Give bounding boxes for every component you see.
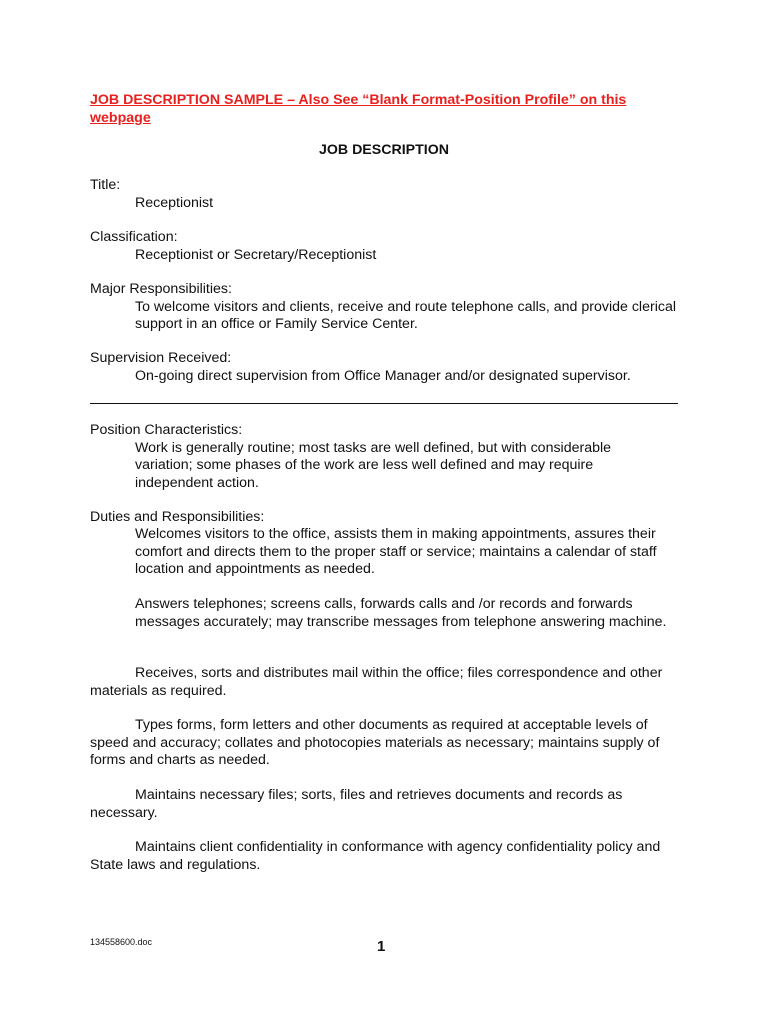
- title-label: Title:: [90, 177, 121, 193]
- characteristics-value: Work is generally routine; most tasks are well defined, but with considerable variation; some phases of the work are less well defined and may require independent action.: [135, 439, 612, 491]
- sample-header-link[interactable]: JOB DESCRIPTION SAMPLE – Also See “Blank Format-Position Profile” on this webpage: [90, 92, 627, 126]
- supervision-value: On-going direct supervision from Office Manager and/or designated supervisor.: [135, 367, 631, 384]
- supervision-section: [90, 350, 690, 385]
- supervision-label: Supervision Received:: [90, 350, 232, 366]
- title-value: Receptionist: [135, 194, 214, 211]
- document-title: JOB DESCRIPTION: [318, 142, 450, 158]
- major-responsibilities-label: Major Responsibilities:: [90, 281, 232, 297]
- duty-item: Maintains client confidentiality in conformance with agency confidentiality policy and State laws and regulations.: [90, 839, 661, 873]
- major-responsibilities-value: To welcome visitors and clients, receive and route telephone calls, and provide clerical support in an office or Family Service Center.: [135, 298, 676, 333]
- title-section: [90, 177, 690, 212]
- duty-item: Types forms, form letters and other documents as required at acceptable levels of speed and accuracy; collates and photocopies materials as necessary; maintains supply of forms and charts as needed.: [90, 717, 660, 769]
- duty-item: Answers telephones; screens calls, forwards calls and /or records and forwards messages accurately; may transcribe messages from telephone answering machine.: [135, 596, 667, 630]
- characteristics-section: [90, 422, 690, 492]
- duty-item: Receives, sorts and distributes mail within the office; files correspondence and other materials as required.: [90, 665, 663, 699]
- major-responsibilities-section: [90, 281, 690, 334]
- classification-section: [90, 229, 690, 264]
- footer-filename: 134558600.doc: [90, 937, 153, 947]
- duties-label: Duties and Responsibilities:: [90, 509, 265, 525]
- characteristics-label: Position Characteristics:: [90, 422, 243, 438]
- duties-label-block: [90, 509, 690, 527]
- duty-item: Maintains necessary files; sorts, files and retrieves documents and records as necessary.: [90, 787, 623, 821]
- section-divider: [90, 403, 678, 404]
- classification-label: Classification:: [90, 229, 178, 245]
- classification-value: Receptionist or Secretary/Receptionist: [135, 246, 377, 263]
- duty-item: Welcomes visitors to the office, assists them in making appointments, assures their comfort and directs them to the proper staff or service; maintains a calendar of staff location and appointments as needed.: [135, 526, 657, 578]
- page-number: 1: [377, 938, 386, 955]
